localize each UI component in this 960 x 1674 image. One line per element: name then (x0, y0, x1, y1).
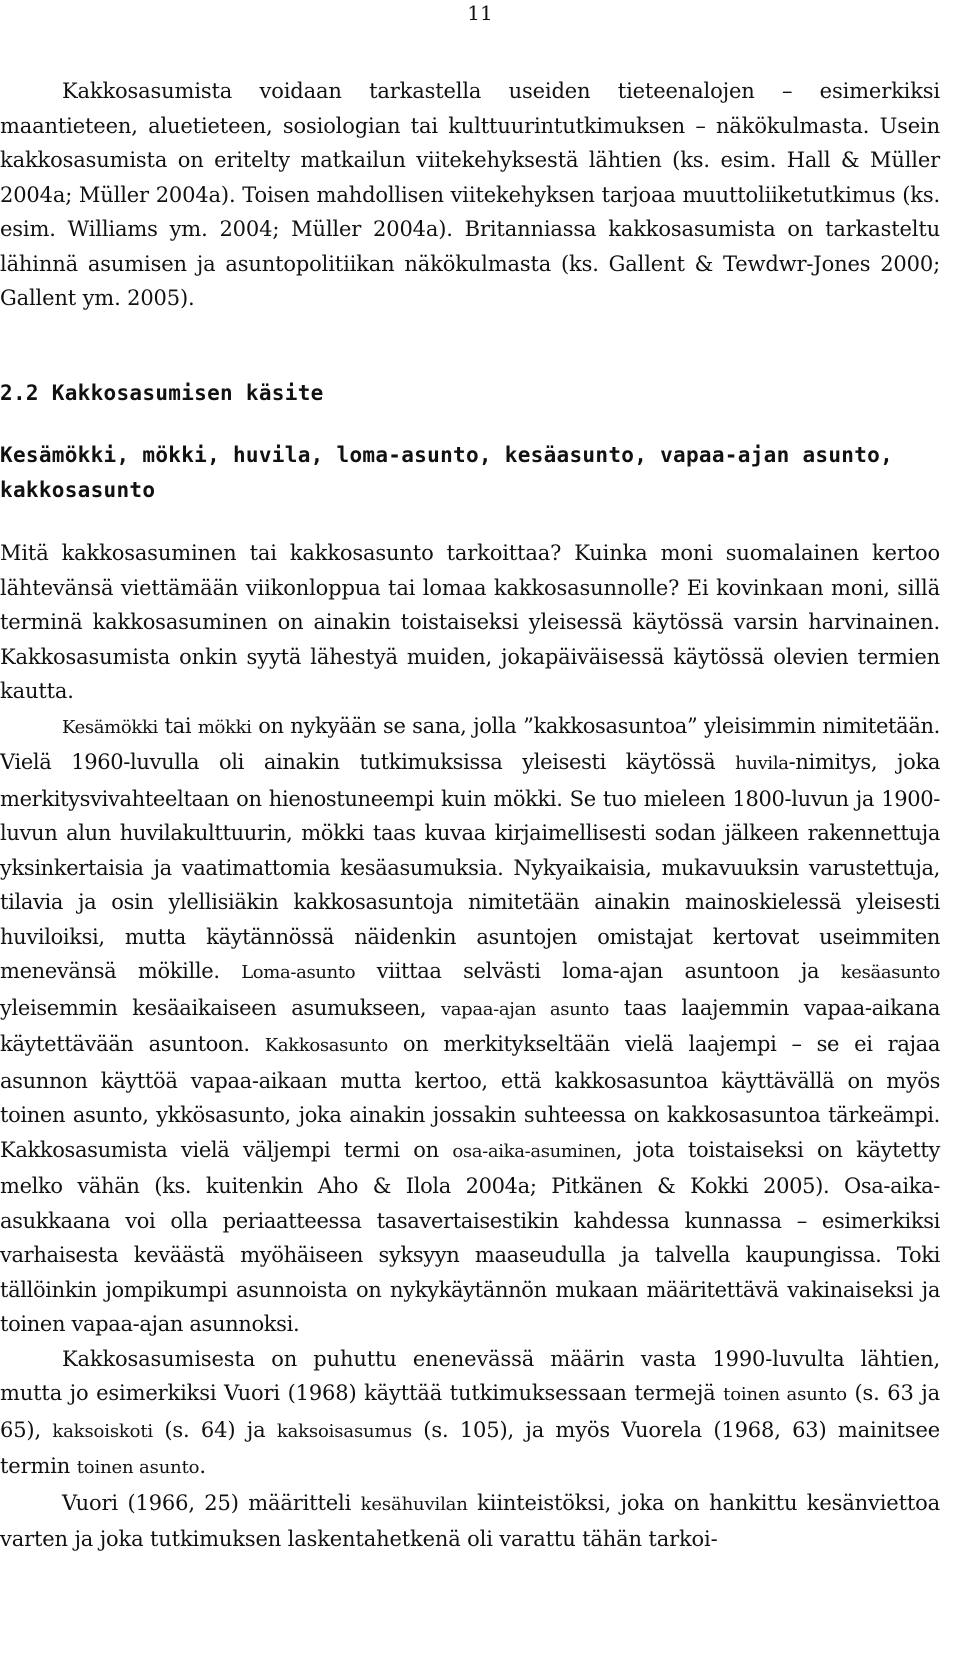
term-kesahuvilan: kesähuvilan (360, 1493, 468, 1515)
intro-block (0, 74, 940, 316)
text-run: (s. 64) ja (153, 1417, 277, 1442)
text-run: taas laajemmin vapaa-aikana käytettävään asuntoon. (0, 995, 940, 1056)
term-huvila: huvila (735, 753, 789, 774)
text-run: viittaa selvästi loma-ajan asuntoon ja (355, 959, 841, 983)
term-vapaa-ajan-asunto: vapaa-ajan asunto (440, 998, 609, 1020)
text-run: . (199, 1454, 206, 1478)
term-mokki: mökki (197, 716, 252, 738)
text-run: yleisemmin kesäaikaiseen asumukseen, (0, 995, 441, 1020)
text-run: on merkitykseltään vielä laajempi – se ei rajaa asunnon käyttöä vapaa-aikaan mutta kertoo, että kakkosasuntoa käyttävällä on myös toinen asunto, ykkösasunto, joka ainakin jossakin suhteessa on kakkosasuntoa tärkeämpi. Kakkosasumista vielä väljempi termi on (0, 1032, 940, 1162)
term-toinen-asunto: toinen asunto (723, 1384, 847, 1405)
term-kesaasunto: kesäasunto (840, 962, 940, 983)
page-number: 11 (467, 1, 493, 25)
paragraph-1: Mitä kakkosasuminen tai kakkosasunto tarkoittaa? Kuinka moni suomalainen kertoo lähtevänsä viettämään viikonloppua tai lomaa kakkosasunnolle? Ei kovinkaan moni, sillä terminä kakkosasuminen on ainakin toistaiseksi yleisessä käytössä varsin harvinainen. Kakkosasumista onkin syytä lähestyä muiden, jokapäiväisessä käytössä olevien termien kautta. (0, 541, 940, 703)
text-run: tai (157, 713, 198, 738)
text-run: on nykyään se sana, jolla ”kakkosasuntoa” yleisimmin nimitetään. Vielä 1960-luvulla oli ainakin tutkimuksissa yleisesti käytössä (0, 713, 940, 774)
term-osa-aika-asuminen: osa-aika-asuminen (452, 1140, 616, 1162)
section-subheading: Kesämökki, mökki, huvila, loma-asunto, kesäasunto, vapaa-ajan asunto, kakkosasunto (0, 443, 894, 502)
text-run: (s. 63 ja 65), (0, 1381, 940, 1442)
text-run: , jota toistaiseksi on käytetty melko vähän (ks. kuitenkin Aho & Ilola 2004a; Pitkänen & Kokki 2005). Osa-aika-asukkaana voi olla periaatteessa tasavertaisestikin kahdessa kunnassa – esimerkiksi varhaisesta keväästä myöhäiseen syksyyn maaseudulla ja talvella kaupungissa. Toki tällöinkin jompikumpi asunnoista on nykykäytännön mukaan määritettävä vakinaiseksi ja toinen vapaa-ajan asunnoksi. (0, 1137, 940, 1336)
text-run: Kakkosasumisesta on puhuttu enenevässä määrin vasta 1990-luvulta lähtien, mutta jo esimerkiksi Vuori (1968) käyttää tutkimuksessaan termejä (0, 1346, 940, 1405)
paragraph-4 (0, 1486, 940, 1557)
text-run: -nimitys, joka merkitysvivahteeltaan on hienostuneempi kuin mökki. Se tuo mieleen 1800-luvun ja 1900-luvun alun huvilakulttuurin, mökki taas kuvaa kirjaimellisesti sodan jälkeen rakennettuja yksinkertaisia ja vaatimattomia kesäasumuksia. Nykyaikaisia, mukavuuksin varustettuja, tilavia ja osin ylellisiäkin kakkosasuntoja nimitetään ainakin mainoskielessä yleisesti huviloiksi, mutta käytännössä näidenkin asuntojen omistajat kertovat useimmiten menevänsä mökille. (0, 750, 940, 983)
term-loma-asunto: Loma-asunto (241, 962, 356, 983)
text-run: kiinteistöksi, joka on hankittu kesänviettoa varten ja joka tutkimuksen laskentahetkenä oli varattu tähän tarkoi- (0, 1490, 941, 1551)
term-toinen-asunto: toinen asunto (76, 1457, 200, 1478)
term-kesamokki: Kesämökki (62, 716, 158, 738)
text-run: (s. 105), ja myös Vuorela (1968, 63) mainitsee termin (0, 1417, 941, 1478)
paragraph-2 (0, 709, 940, 1342)
text-run: Vuori (1966, 25) määritteli (62, 1490, 361, 1515)
body-block (0, 536, 940, 1557)
section-heading: 2.2 Kakkosasumisen käsite (0, 381, 324, 405)
intro-paragraph: Kakkosasumista voidaan tarkastella useiden tieteenalojen – esimerkiksi maantieteen, aluetieteen, sosiologian tai kulttuurintutkimuksen – näkökulmasta. Usein kakkosasumista on eritelty matkailun viitekehyksestä lähtien (ks. esim. Hall & Müller 2004a; Müller 2004a). Toisen mahdollisen viitekehyksen tarjoaa muuttoliiketutkimus (ks. esim. Williams ym. 2004; Müller 2004a). Britanniassa kakkosasumista on tarkasteltu lähinnä asumisen ja asuntopolitiikan näkökulmasta (ks. Gallent & Tewdwr-Jones 2000; Gallent ym. 2005). (0, 79, 940, 310)
term-kaksoiskoti: kaksoiskoti (52, 1420, 154, 1442)
term-kaksoisasumus: kaksoisasumus (276, 1420, 412, 1442)
term-kakkosasunto: Kakkosasunto (264, 1035, 388, 1056)
paragraph-3 (0, 1342, 940, 1486)
